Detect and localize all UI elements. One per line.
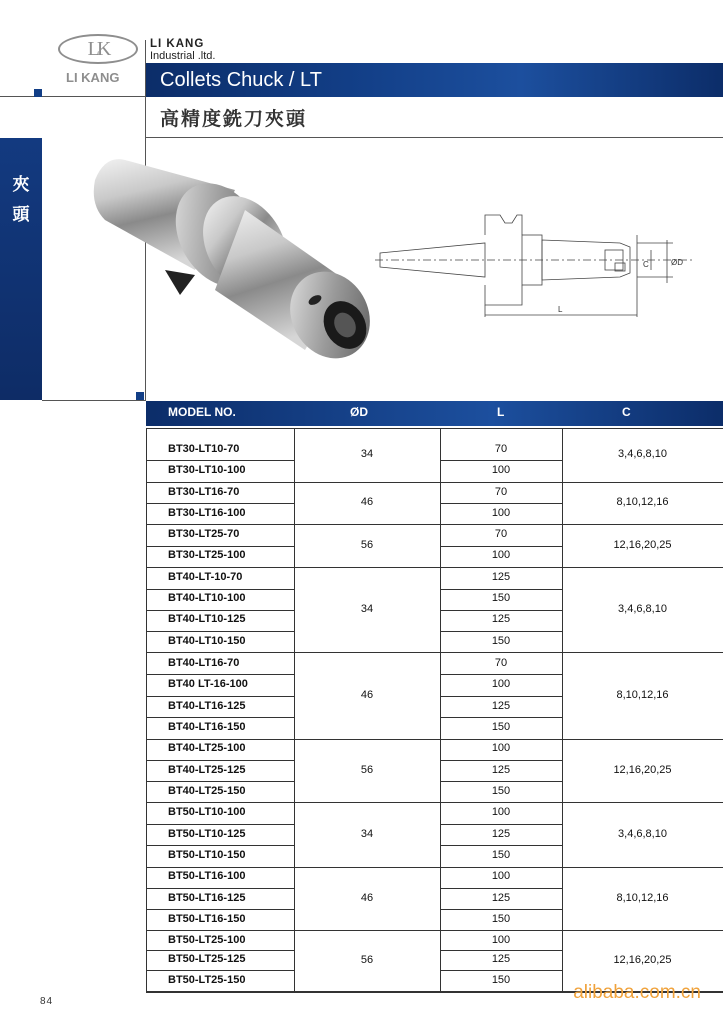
table-row-l: 125 <box>491 613 511 625</box>
row-line-model <box>146 524 294 525</box>
table-row-l: 100 <box>491 549 511 561</box>
row-line-model <box>146 802 294 803</box>
row-line-l <box>440 950 562 951</box>
row-line-l <box>440 760 562 761</box>
table-row-l: 100 <box>491 870 511 882</box>
table-row-model: BT50-LT10-150 <box>168 849 246 861</box>
group-c-value: 12,16,20,25 <box>613 538 672 551</box>
page-subtitle: 高精度銑刀夾頭 <box>160 109 308 130</box>
group-line-c <box>562 739 723 740</box>
table-row-l: 150 <box>491 849 511 861</box>
table-row-model: BT40-LT25-125 <box>168 764 246 776</box>
row-line-l <box>440 631 562 632</box>
group-d-value: 34 <box>360 602 374 615</box>
table-row-model: BT30-LT10-70 <box>168 443 240 455</box>
row-line-l <box>440 482 562 483</box>
col-divider-l <box>562 428 563 991</box>
group-line-c <box>562 524 723 525</box>
row-line-model <box>146 930 294 931</box>
header-c: C <box>622 405 631 419</box>
table-row-l: 125 <box>491 700 511 712</box>
side-tab-char-1: 夾 <box>12 175 30 195</box>
row-line-l <box>440 696 562 697</box>
group-line-d <box>294 567 440 568</box>
row-line-model <box>146 909 294 910</box>
company-name <box>150 38 215 62</box>
group-c-value: 8,10,12,16 <box>616 688 669 701</box>
group-line-c <box>562 802 723 803</box>
table-row-model: BT50-LT16-150 <box>168 913 246 925</box>
row-line-model <box>146 503 294 504</box>
header-bottom-rule <box>146 137 723 138</box>
row-line-model <box>146 631 294 632</box>
group-c-value: 8,10,12,16 <box>616 496 669 508</box>
group-c-value: 3,4,6,8,10 <box>618 602 667 615</box>
table-row-l: 150 <box>491 913 511 925</box>
group-d-value: 34 <box>360 827 374 840</box>
table-row-l: 125 <box>491 953 511 965</box>
table-row-model: BT40 LT-16-100 <box>168 678 248 690</box>
row-line-l <box>440 930 562 931</box>
row-line-l <box>440 610 562 611</box>
table-row-model: BT50-LT25-150 <box>168 974 246 986</box>
col-divider-model <box>294 428 295 991</box>
page-title: Collets Chuck / LT <box>160 69 322 91</box>
table-row-l: 100 <box>491 464 511 476</box>
table-row-model: BT30-LT10-100 <box>168 464 246 476</box>
row-line-l <box>440 824 562 825</box>
company-line1: LI KANG <box>150 38 205 50</box>
table-row-l: 125 <box>491 764 511 776</box>
row-line-l <box>440 460 562 461</box>
table-row-l: 100 <box>491 507 511 519</box>
table-row-l: 100 <box>491 742 511 754</box>
row-line-model <box>146 546 294 547</box>
group-line-c <box>562 867 723 868</box>
group-line-c <box>562 567 723 568</box>
table-row-model: BT40-LT16-125 <box>168 700 246 712</box>
row-line-l <box>440 970 562 971</box>
table-row-model: BT40-LT16-70 <box>168 657 240 669</box>
row-line-l <box>440 674 562 675</box>
group-d-value: 46 <box>360 891 374 904</box>
row-line-model <box>146 428 294 429</box>
row-line-l <box>440 546 562 547</box>
group-line-d <box>294 867 440 868</box>
group-d-value: 56 <box>360 763 374 776</box>
row-line-l <box>440 802 562 803</box>
row-line-model <box>146 991 294 992</box>
table-row-model: BT40-LT10-150 <box>168 635 246 647</box>
group-line-d <box>294 802 440 803</box>
row-line-l <box>440 503 562 504</box>
table-row-model: BT30-LT16-70 <box>168 486 240 498</box>
table-row-l: 70 <box>494 657 508 669</box>
table-row-model: BT40-LT25-150 <box>168 785 246 797</box>
table-row-l: 70 <box>494 486 508 498</box>
group-line-c <box>562 930 723 931</box>
group-c-value: 12,16,20,25 <box>613 763 672 776</box>
row-line-model <box>146 867 294 868</box>
header-d: ØD <box>350 405 368 419</box>
group-c-value: 12,16,20,25 <box>613 953 672 966</box>
row-line-model <box>146 845 294 846</box>
logo-name: LI KANG <box>66 70 120 85</box>
group-line-d <box>294 930 440 931</box>
group-d-value: 34 <box>360 448 374 460</box>
table-row-l: 150 <box>491 974 511 986</box>
row-line-model <box>146 970 294 971</box>
table-row-model: BT50-LT10-100 <box>168 806 246 818</box>
row-line-model <box>146 696 294 697</box>
table-border-left <box>146 428 147 991</box>
group-line-c <box>562 482 723 483</box>
group-d-value: 56 <box>360 953 374 966</box>
row-line-model <box>146 781 294 782</box>
group-line-c <box>562 652 723 653</box>
page-number: 84 <box>40 996 54 1007</box>
table-row-l: 70 <box>494 528 508 540</box>
table-row-l: 150 <box>491 635 511 647</box>
table-row-l: 125 <box>491 571 511 583</box>
top-rule-left <box>0 96 146 97</box>
table-row-l: 125 <box>491 892 511 904</box>
table-row-model: BT50-LT16-100 <box>168 870 246 882</box>
drawing-label-c: C <box>643 260 649 269</box>
product-photo <box>85 150 380 365</box>
row-line-l <box>440 781 562 782</box>
group-line-d <box>294 652 440 653</box>
row-line-model <box>146 760 294 761</box>
row-line-l <box>440 909 562 910</box>
row-line-l <box>440 589 562 590</box>
row-line-l <box>440 845 562 846</box>
table-row-model: BT40-LT10-125 <box>168 613 246 625</box>
group-line-d <box>294 482 440 483</box>
table-row-model: BT40-LT-10-70 <box>168 571 243 583</box>
group-c-value: 3,4,6,8,10 <box>618 827 667 840</box>
table-row-l: 125 <box>491 828 511 840</box>
table-row-model: BT50-LT16-125 <box>168 892 246 904</box>
company-line2: Industrial .ltd. <box>150 50 216 62</box>
row-line-l <box>440 991 562 992</box>
row-line-model <box>146 717 294 718</box>
row-line-l <box>440 888 562 889</box>
drawing-label-d: ØD <box>671 258 683 267</box>
side-tab-char-2: 頭 <box>12 205 30 225</box>
table-row-model: BT50-LT25-125 <box>168 953 246 965</box>
group-d-value: 46 <box>360 496 374 508</box>
table-row-model: BT30-LT25-70 <box>168 528 240 540</box>
row-line-l <box>440 717 562 718</box>
group-line-c <box>562 428 723 429</box>
accent-square-top <box>34 89 42 97</box>
table-row-model: BT50-LT25-100 <box>168 934 246 946</box>
group-c-value: 3,4,6,8,10 <box>618 448 667 460</box>
header-l: L <box>497 405 505 419</box>
row-line-model <box>146 610 294 611</box>
row-line-l <box>440 867 562 868</box>
row-line-model <box>146 460 294 461</box>
header-model: MODEL NO. <box>168 405 236 419</box>
row-line-l <box>440 428 562 429</box>
table-row-l: 150 <box>491 592 511 604</box>
table-row-model: BT30-LT25-100 <box>168 549 246 561</box>
row-line-model <box>146 652 294 653</box>
table-row-model: BT40-LT10-100 <box>168 592 246 604</box>
table-row-model: BT30-LT16-100 <box>168 507 246 519</box>
table-row-l: 70 <box>494 443 508 455</box>
group-d-value: 46 <box>360 688 374 701</box>
table-row-model: BT40-LT16-150 <box>168 721 246 733</box>
group-line-d <box>294 428 440 429</box>
row-line-model <box>146 567 294 568</box>
image-bottom-rule <box>42 400 146 401</box>
table-row-l: 100 <box>491 678 511 690</box>
row-line-model <box>146 888 294 889</box>
row-line-model <box>146 482 294 483</box>
row-line-model <box>146 950 294 951</box>
watermark: alibaba.com.cn <box>573 982 701 1003</box>
row-line-l <box>440 739 562 740</box>
table-row-l: 150 <box>491 721 511 733</box>
group-d-value: 56 <box>360 538 374 551</box>
table-row-l: 100 <box>491 806 511 818</box>
group-line-d <box>294 524 440 525</box>
row-line-model <box>146 824 294 825</box>
drawing-label-l: L <box>558 305 563 314</box>
technical-drawing <box>375 205 695 330</box>
row-line-l <box>440 524 562 525</box>
row-line-l <box>440 567 562 568</box>
table-row-l: 100 <box>491 934 511 946</box>
accent-square-bottom <box>136 392 144 400</box>
row-line-model <box>146 739 294 740</box>
row-line-model <box>146 674 294 675</box>
logo-mark: LK <box>58 34 138 64</box>
table-row-model: BT50-LT10-125 <box>168 828 246 840</box>
table-row-l: 150 <box>491 785 511 797</box>
row-line-l <box>440 652 562 653</box>
group-line-d <box>294 739 440 740</box>
table-row-model: BT40-LT25-100 <box>168 742 246 754</box>
row-line-model <box>146 589 294 590</box>
group-c-value: 8,10,12,16 <box>616 891 669 904</box>
